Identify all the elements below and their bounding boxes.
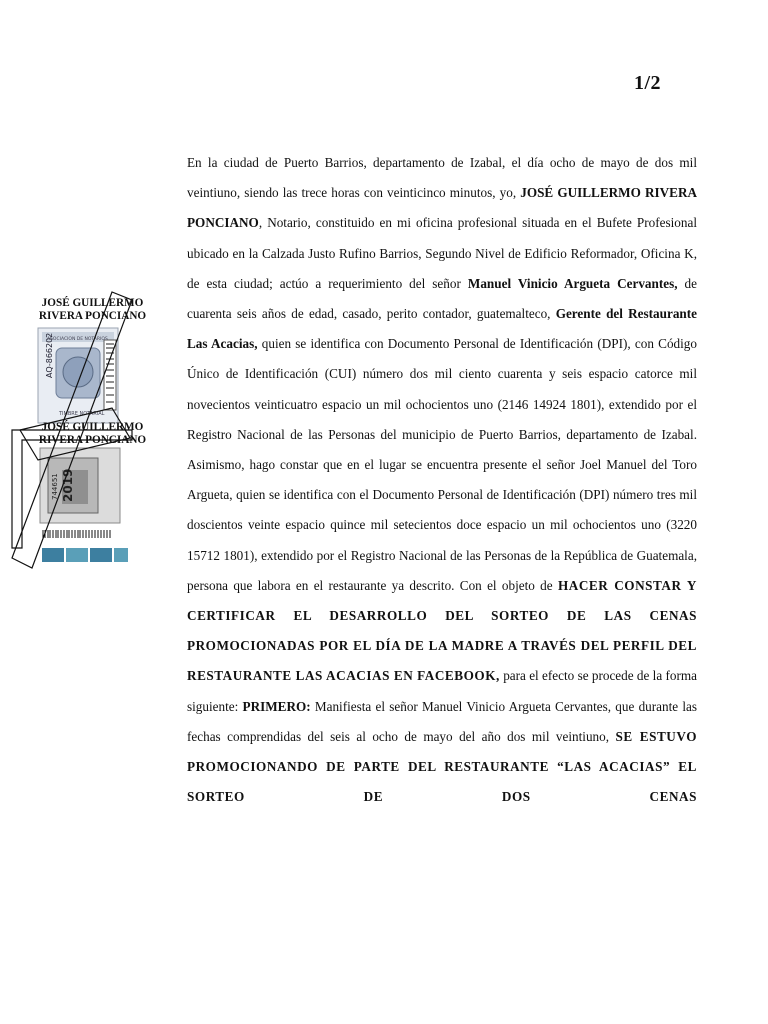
timbre-2-serial: 744651 xyxy=(51,473,59,500)
notary-seal-name-1: JOSÉ GUILLERMO RIVERA PONCIANO xyxy=(38,297,147,322)
timbre-notarial-1 xyxy=(38,328,118,423)
timbre-1-serial: AQ-866202 xyxy=(45,332,54,378)
timbre-notarial-2 xyxy=(40,448,128,562)
timbre-2-year: 2019 xyxy=(61,468,75,502)
timbre-1-footer: TIMBRE NOTARIAL xyxy=(59,411,105,417)
requester-name: Manuel Vinicio Argueta Cervantes, xyxy=(467,275,678,291)
requester-role: Gerente del Restaurante Las Acacias, xyxy=(187,306,697,352)
clause-primero: PRIMERO: xyxy=(242,698,311,714)
notary-name: JOSÉ GUILLERMO RIVERA PONCIANO xyxy=(187,185,697,231)
promotion-statement: SE ESTUVO PROMOCIONANDO DE PARTE DEL RESTAURANTE “LAS ACACIAS” EL SORTEO DE DOS CENAS xyxy=(187,728,697,805)
acta-notarial-body: En la ciudad de Puerto Barrios, departamento de Izabal, el día ocho de mayo de dos mil veintiuno, siendo las trece horas con veinticinco minutos, yo, JOSÉ GUILLERMO RIVERA PONCIANO, Notario, constituido en mi oficina profesional situada en el Bufete Profesional ubicado en la Calzada Justo Rufino Barrios, Segundo Nivel de Edificio Reformador, Oficina K, de esta ciudad; actúo a requerimiento del señor Manuel Vinicio Argueta Cervantes, de cuarenta seis años de edad, casado, perito contador, guatemalteco, Gerente del Restaurante Las Acacias, quien se identifica con Documento Personal de Identificación (DPI), con Código Único de Identificación (CUI) número dos mil ciento cuarenta y seis espacio catorce mil novecientos veinticuatro espacio un mil ochocientos uno (2146 14924 1801), extendido por el Registro Nacional de las Personas del municipio de Puerto Barrios, departamento de Izabal. Asimismo, hago constar que en el lugar se encuentra presente el señor Joel Manuel del Toro Argueta, quien se identifica con el Documento Personal de Identificación (DPI) número tres mil doscientos veinte espacio quince mil setecientos doce espacio un mil ochocientos uno (3220 15712 1801), extendido por el Registro Nacional de las Personas de la República de Guatemala, persona que labora en el restaurante ya descrito. Con el objeto de HACER CONSTAR Y CERTIFICAR EL DESARROLLO DEL SORTEO DE LAS CENAS PROMOCIONADAS POR EL DÍA DE LA MADRE A TRAVÉS DEL PERFIL DEL RESTAURANTE LAS ACACIAS EN FACEBOOK, para el efecto se procede de la forma siguiente: PRIMERO: Manifiesta el señor Manuel Vinicio Argueta Cervantes, que durante las fechas comprendidas del seis al ocho de mayo del año dos mil veintiuno, SE ESTUVO PROMOCIONANDO DE PARTE DEL RESTAURANTE “LAS ACACIAS” EL SORTEO DE DOS CENAS xyxy=(187,155,698,805)
notary-stamps xyxy=(10,290,175,580)
timbre-1-header: ASOCIACION DE NOTARIOS xyxy=(47,337,108,342)
notary-seal-name-2: JOSÉ GUILLERMO RIVERA PONCIANO xyxy=(38,421,147,446)
page-number: 1/2 xyxy=(634,72,662,94)
purpose-statement: HACER CONSTAR Y CERTIFICAR EL DESARROLLO DEL SORTEO DE LAS CENAS PROMOCIONADAS POR EL DÍA DE LA MADRE A TRAVÉS DEL PERFIL DEL RESTAURANTE LAS ACACIAS EN FACEBOOK, xyxy=(187,577,697,684)
